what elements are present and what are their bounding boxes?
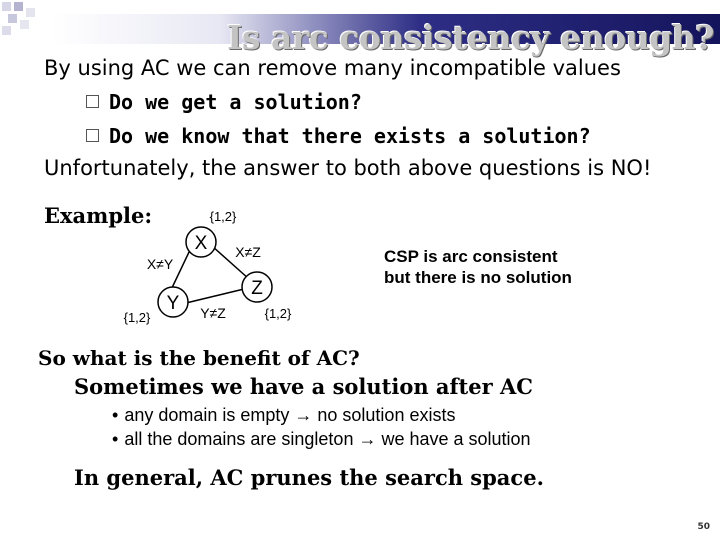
node-x-label: X	[194, 233, 208, 254]
question-1-text: Do we get a solution?	[109, 90, 362, 114]
node-y-label: Y	[166, 293, 180, 314]
edge-xz-label: X≠Z	[235, 244, 261, 260]
benefit-question: So what is the benefit of AC?	[38, 346, 360, 370]
intro-text: By using AC we can remove many incompatible values	[44, 56, 621, 80]
benefit-answer: Sometimes we have a solution after AC	[74, 374, 533, 399]
node-z-label: Z	[251, 278, 263, 299]
node-x-domain: {1,2}	[209, 209, 237, 224]
csp-note-line-1: CSP is arc consistent	[384, 247, 558, 266]
bullet-2-text: all the domains are singleton → we have a solution	[124, 429, 531, 449]
bullet-1-text: any domain is empty → no solution exists	[124, 405, 456, 425]
bullet-item-1	[112, 405, 455, 426]
edge-xy-label: X≠Y	[146, 256, 174, 272]
node-z-domain: {1,2}	[264, 306, 292, 321]
edge-yz	[186, 289, 244, 303]
bullet-item-2	[112, 429, 531, 450]
edge-yz-label: Y≠Z	[200, 305, 226, 321]
page-title: Is arc consistency enough?	[226, 18, 714, 57]
question-2-text: Do we know that there exists a solution?	[109, 124, 591, 148]
bullet-dot-icon: •	[112, 405, 119, 425]
conclusion-text: In general, AC prunes the search space.	[74, 465, 544, 490]
csp-note	[384, 246, 624, 288]
page-number: 50	[697, 522, 710, 532]
bullet-dot-icon: •	[112, 429, 119, 449]
answer-text: Unfortunately, the answer to both above questions is NO!	[44, 156, 652, 180]
example-label: Example:	[44, 203, 153, 228]
node-y-domain: {1,2}	[123, 310, 151, 325]
csp-note-line-2: but there is no solution	[384, 268, 572, 287]
